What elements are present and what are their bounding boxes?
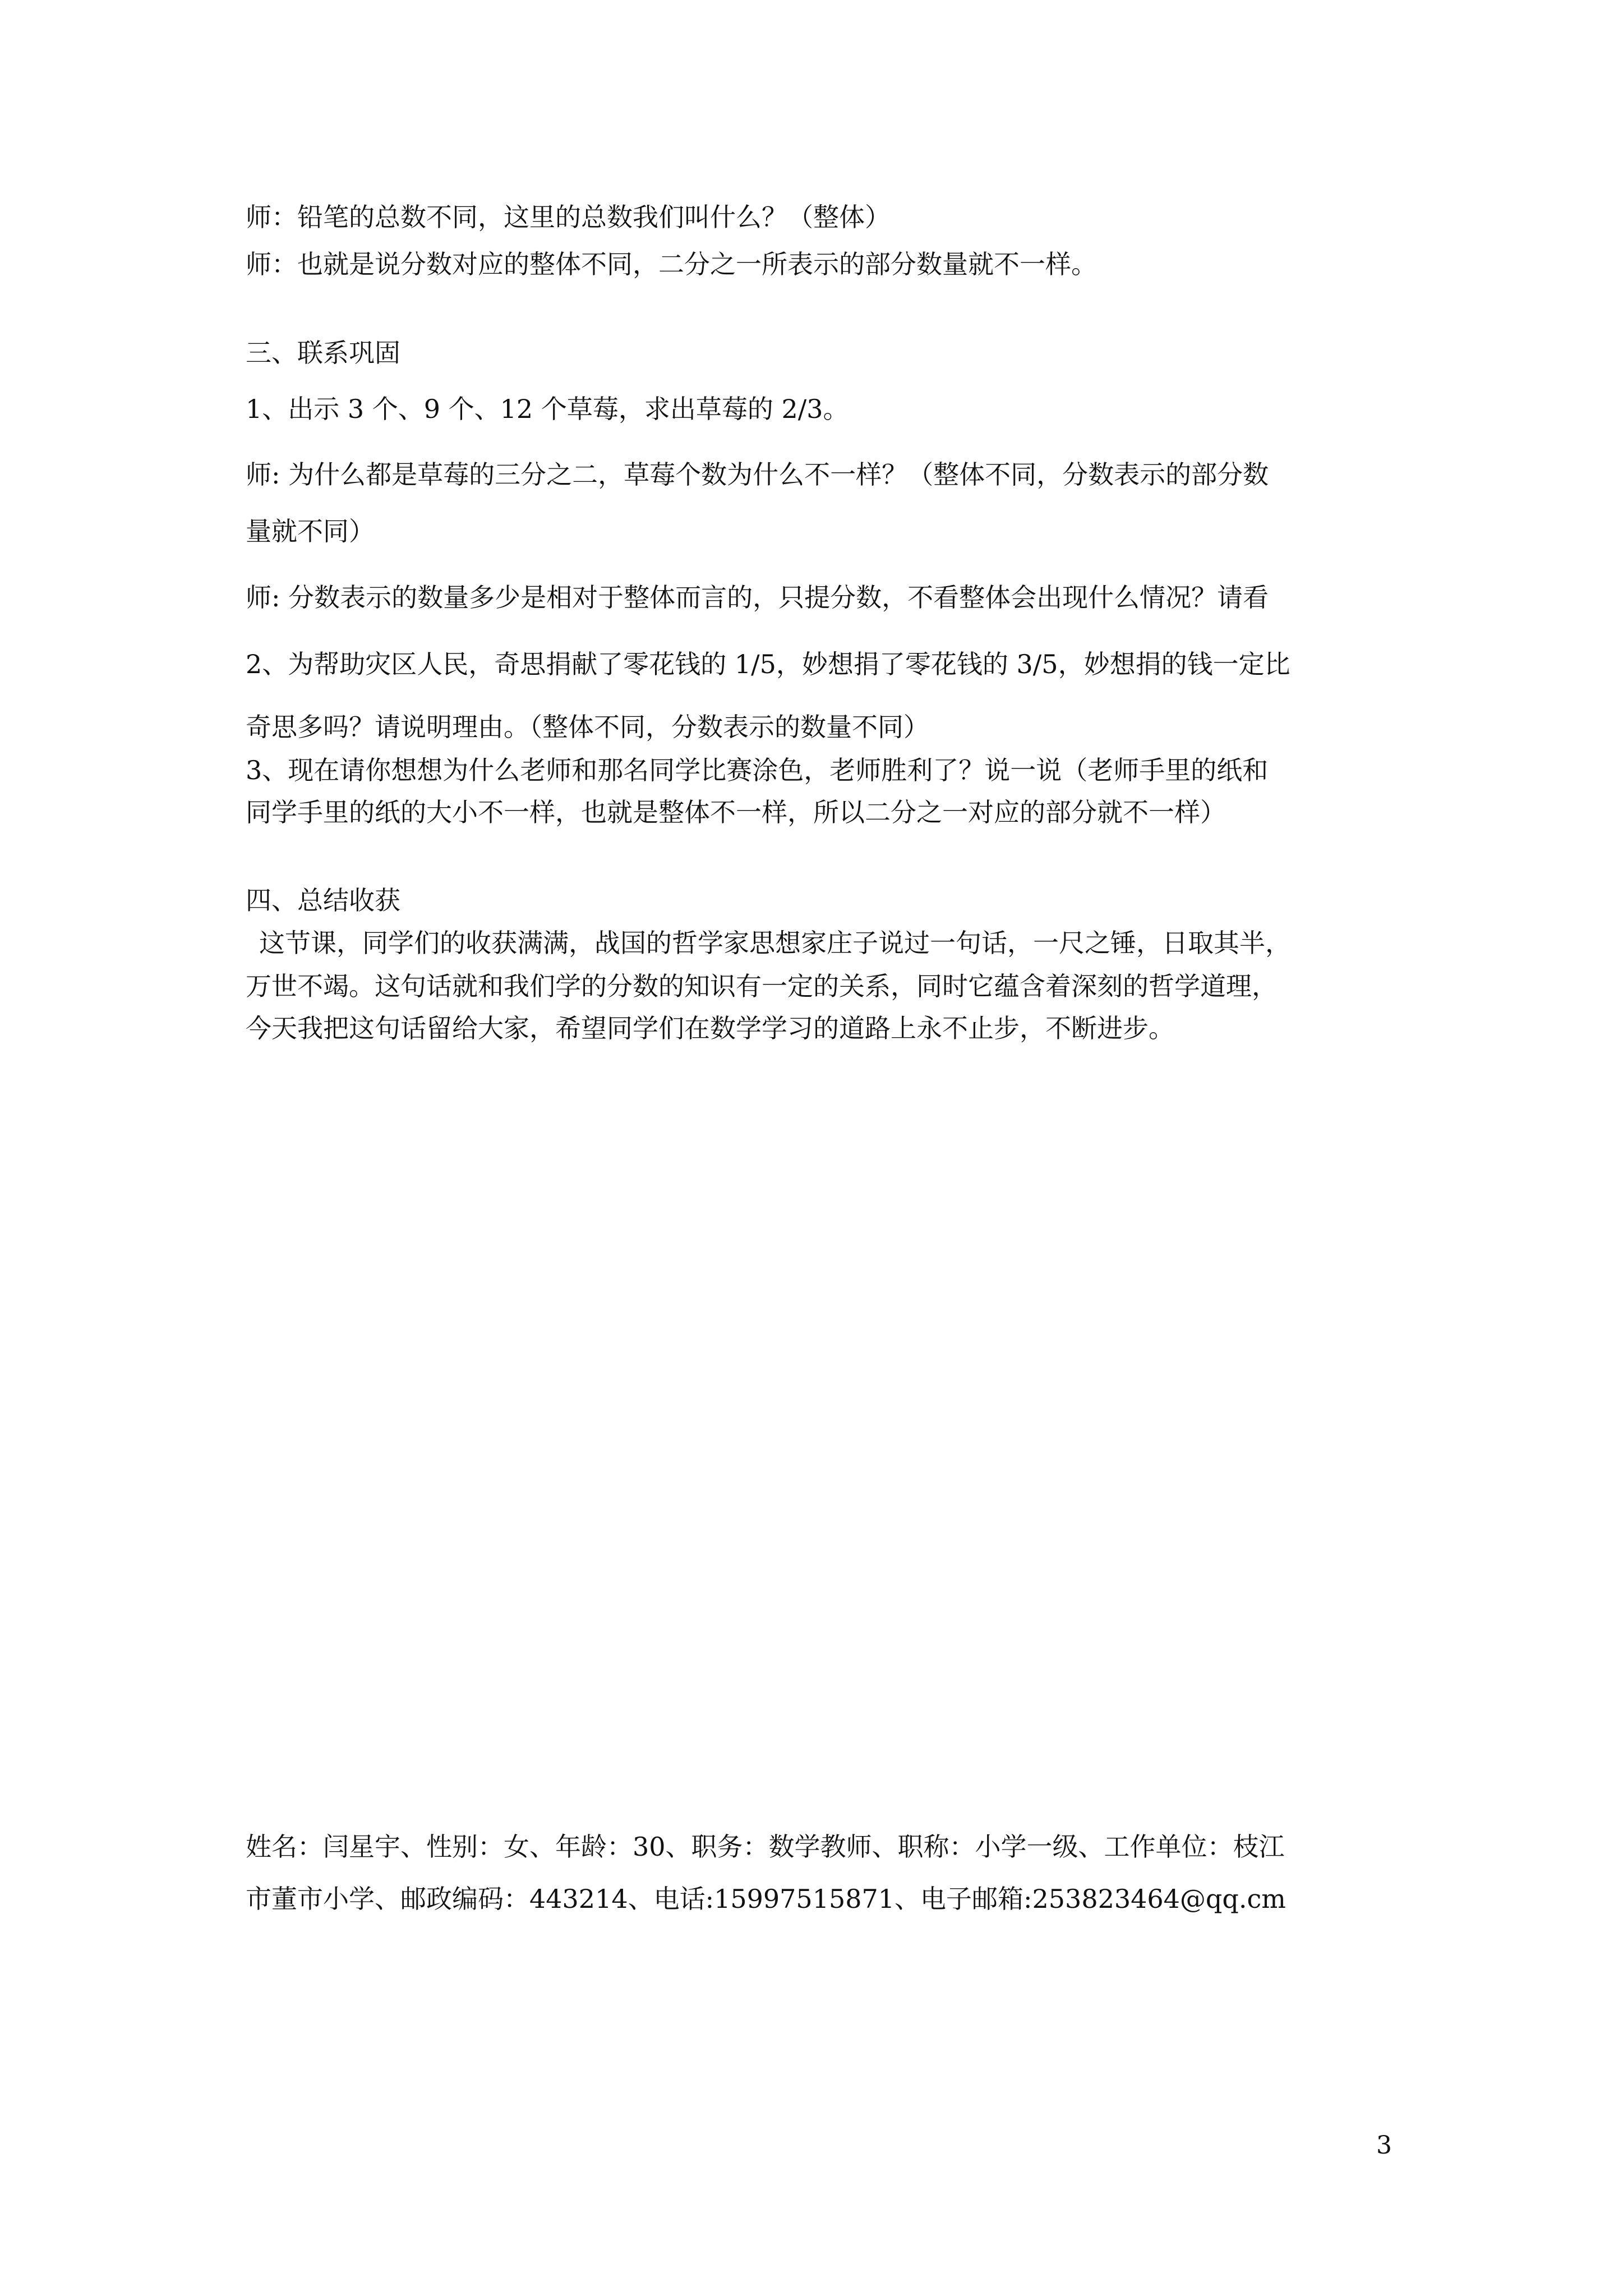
dialogue-line: 师：铅笔的总数不同，这里的总数我们叫什么？（整体） [246,202,891,232]
dialogue-line: 师：也就是说分数对应的整体不同，二分之一所表示的部分数量就不一样。 [246,249,1097,279]
dialogue-line: 师: 分数表示的数量多少是相对于整体而言的，只提分数，不看整体会出现什么情况？请看 [246,582,1269,613]
summary-paragraph-line: 万世不竭。这句话就和我们学的分数的知识有一定的关系，同时它蕴含着深刻的哲学道理， [246,971,1278,1001]
author-info-line: 市董市小学、邮政编码：443214、电话:15997515871、电子邮箱:253823464@qq.cm [246,1884,1286,1914]
page-number: 3 [1376,2131,1392,2160]
section-heading: 三、联系巩固 [246,338,400,368]
exercise-item: 同学手里的纸的大小不一样，也就是整体不一样，所以二分之一对应的部分就不一样） [246,797,1226,827]
exercise-item: 奇思多吗？请说明理由。（整体不同，分数表示的数量不同） [246,712,929,742]
summary-paragraph-line: 今天我把这句话留给大家，希望同学们在数学学习的道路上永不止步，不断进步。 [246,1013,1174,1043]
exercise-item: 2、为帮助灾区人民，奇思捐献了零花钱的 1/5，妙想捐了零花钱的 3/5，妙想捐的钱一定比 [246,649,1290,679]
section-heading: 四、总结收获 [246,885,400,915]
exercise-item: 1、出示 3 个、9 个、12 个草莓，求出草莓的 2/3。 [246,394,849,424]
author-info-line: 姓名：闫星宇、性别：女、年龄：30、职务：数学教师、职称：小学一级、工作单位：枝江 [246,1832,1285,1862]
exercise-item: 3、现在请你想想为什么老师和那名同学比赛涂色，老师胜利了？说一说（老师手里的纸和 [246,755,1269,785]
dialogue-line: 师: 为什么都是草莓的三分之二，草莓个数为什么不一样？（整体不同，分数表示的部分数 [246,459,1269,490]
summary-paragraph-line: 这节课，同学们的收获满满，战国的哲学家思想家庄子说过一句话，一尺之锤，日取其半， [259,928,1291,958]
dialogue-line: 量就不同） [246,516,375,546]
